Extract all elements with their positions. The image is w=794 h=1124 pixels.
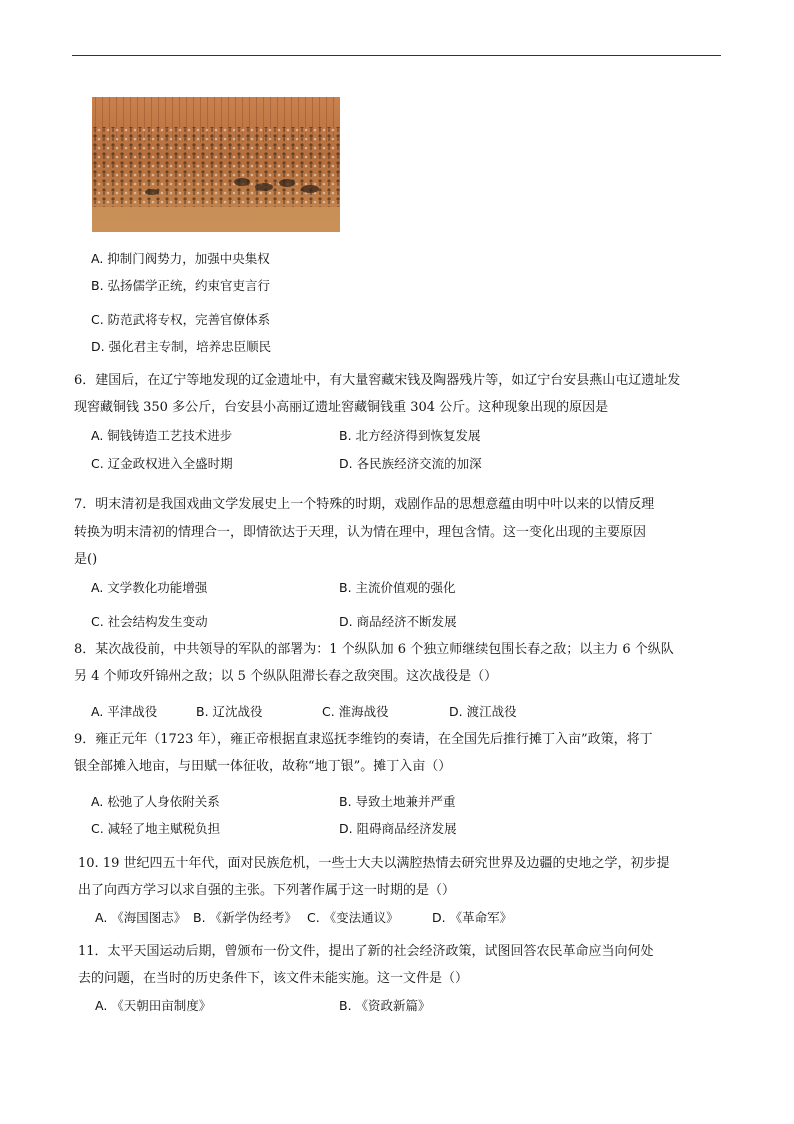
q6-stem-line1: 6．建国后，在辽宁等地发现的辽金遗址中，有大量窖藏宋钱及陶器残片等，如辽宁台安县燕山屯辽遗址发: [74, 373, 681, 388]
q6-option-a: A. 铜钱铸造工艺技术进步: [91, 428, 233, 443]
q8-option-d: D. 渡江战役: [449, 704, 517, 719]
q5-option-a: A. 抑制门阀势力，加强中央集权: [91, 251, 270, 266]
q6-option-d: D. 各民族经济交流的加深: [339, 456, 482, 471]
q7-stem-line1: 7．明末清初是我国戏曲文学发展史上一个特殊的时期，戏剧作品的思想意蕴由明中叶以来的以情反理: [74, 497, 655, 512]
q5-option-d: D. 强化君主专制，培养忠臣顺民: [91, 339, 272, 354]
q11-stem-line2: 去的问题，在当时的历史条件下，该文件未能实施。这一文件是（）: [78, 971, 469, 986]
q7-option-a: A. 文学教化功能增强: [91, 580, 208, 595]
q7-stem-line3: 是(): [74, 552, 98, 567]
header-rule: [72, 55, 721, 56]
q10-option-b: B. 《新学伪经考》: [193, 910, 298, 925]
q11-option-a: A. 《天朝田亩制度》: [95, 998, 212, 1013]
q8-option-a: A. 平津战役: [91, 704, 158, 719]
q6-option-c: C. 辽金政权进入全盛时期: [91, 456, 233, 471]
q9-option-b: B. 导致土地兼并严重: [339, 794, 456, 809]
q8-option-c: C. 淮海战役: [322, 704, 389, 719]
q9-option-c: C. 减轻了地主赋税负担: [91, 821, 221, 836]
q7-option-b: B. 主流价值观的强化: [339, 580, 456, 595]
q5-option-b: B. 弘扬儒学正统，约束官吏言行: [91, 278, 271, 293]
q7-option-d: D. 商品经济不断发展: [339, 614, 457, 629]
q9-stem-line2: 银全部摊入地亩，与田赋一体征收，故称“地丁银”。摊丁入亩（）: [74, 759, 452, 774]
historical-painting-image: [92, 97, 340, 232]
q7-option-c: C. 社会结构发生变动: [91, 614, 208, 629]
q5-option-c: C. 防范武将专权，完善官僚体系: [91, 312, 271, 327]
q8-option-b: B. 辽沈战役: [196, 704, 263, 719]
q11-stem-line1: 11．太平天国运动后期，曾颁布一份文件，提出了新的社会经济政策，试图回答农民革命应当向何处: [78, 944, 654, 959]
q6-option-b: B. 北方经济得到恢复发展: [339, 428, 481, 443]
q10-stem-line2: 出了向西方学习以求自强的主张。下列著作属于这一时期的是（）: [78, 883, 456, 898]
q10-option-a: A. 《海国图志》: [95, 910, 187, 925]
q8-stem-line2: 另 4 个师攻歼锦州之敌；以 5 个纵队阻滞长春之敌突围。这次战役是（）: [74, 669, 498, 684]
q10-stem-line1: 10. 19 世纪四五十年代，面对民族危机，一些士大夫以满腔热情去研究世界及边疆的史地之学，初步提: [78, 856, 670, 871]
q11-option-b: B. 《资政新篇》: [339, 998, 431, 1013]
q6-stem-line2: 现窖藏铜钱 350 多公斤，台安县小高丽辽遗址窖藏铜钱重 304 公斤。这种现象出现的原因是: [74, 400, 609, 415]
q7-stem-line2: 转换为明末清初的情理合一，即情欲达于天理，认为情在理中，理包含情。这一变化出现的主要原因: [74, 525, 647, 540]
q9-option-a: A. 松弛了人身依附关系: [91, 794, 220, 809]
q9-stem-line1: 9．雍正元年（1723 年），雍正帝根据直隶巡抚李维钧的奏请，在全国先后推行摊丁入亩”政策，将丁: [74, 732, 653, 747]
q8-stem-line1: 8．某次战役前，中共领导的军队的部署为：1 个纵队加 6 个独立师继续包围长春之敌；以主力 6 个纵队: [74, 642, 674, 657]
q10-option-d: D. 《革命军》: [432, 910, 513, 925]
q10-option-c: C. 《变法通议》: [307, 910, 399, 925]
q9-option-d: D. 阻碍商品经济发展: [339, 821, 457, 836]
